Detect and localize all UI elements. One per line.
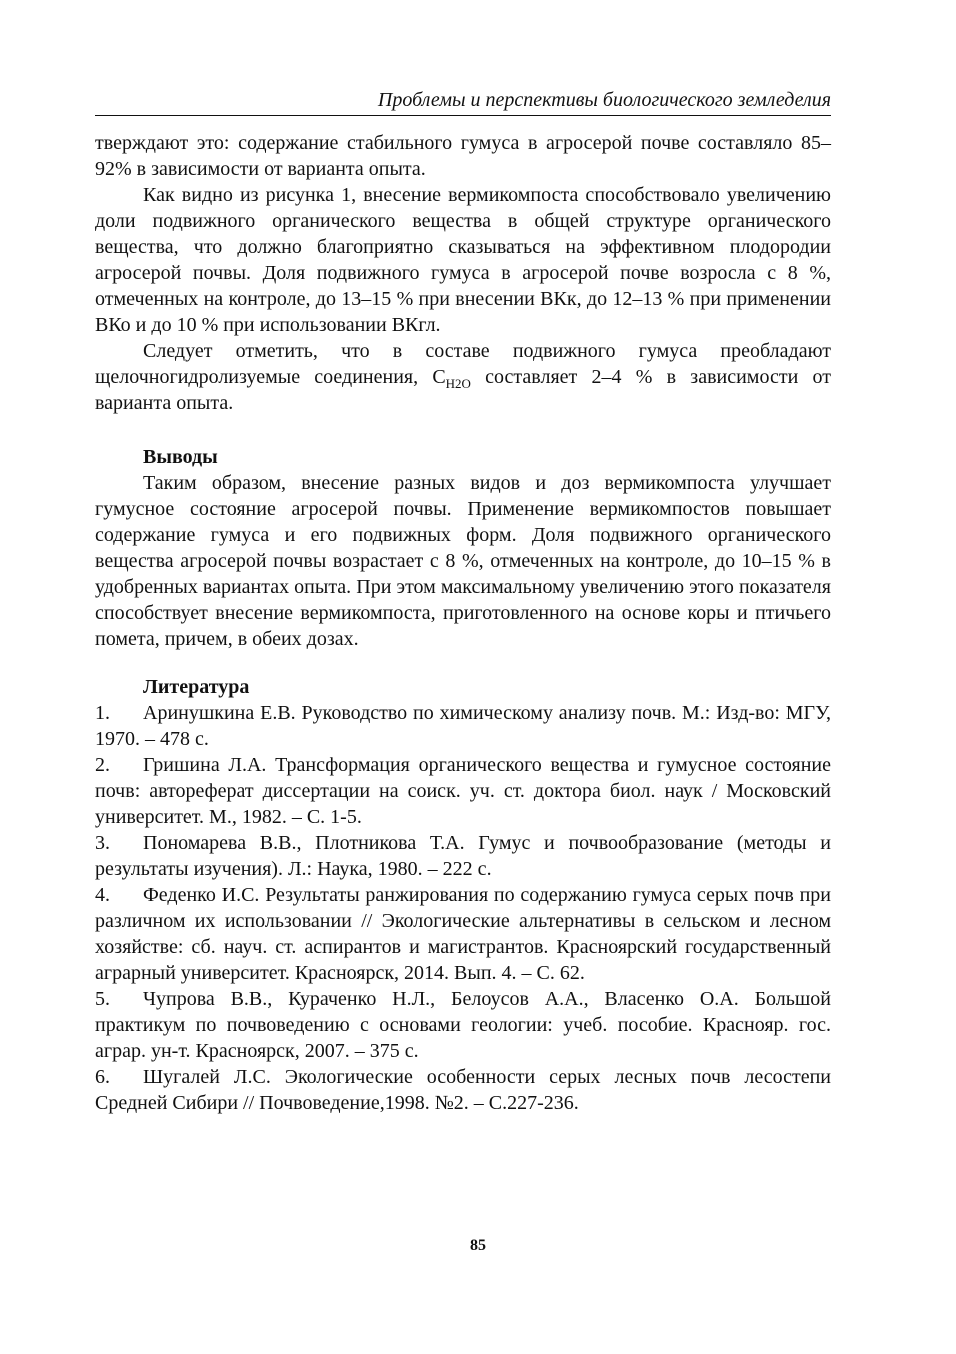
reference-number: 4. [95,884,110,906]
reference-item [95,752,831,830]
reference-item [95,1064,831,1116]
reference-number: 6. [95,1066,110,1088]
conclusions-heading: Выводы [143,446,218,468]
running-header: Проблемы и перспективы биологического земледелия [95,88,831,116]
reference-text: Аринушкина Е.В. Руководство по химическому анализу почв. М.: Изд-во: МГУ, 1970. – 478 с. [95,702,831,750]
page-number: 85 [470,1237,486,1254]
reference-item [95,830,831,882]
reference-text: Пономарева В.В., Плотникова Т.А. Гумус и почвообразование (методы и результаты изучения). Л.: Наука, 1980. – 222 с. [95,832,831,880]
reference-item [95,986,831,1064]
formula-subscript: H2O [445,376,471,391]
reference-number: 1. [95,702,110,724]
reference-number: 3. [95,832,110,854]
reference-list [95,700,831,1116]
paragraph-text-after: составляет 2–4 % в зависимости от варианта опыта. [95,366,831,414]
paragraph-figure-discussion: Как видно из рисунка 1, внесение вермикомпоста способствовало увеличению доли подвижного органического вещества в общей структуре органического вещества, что должно благоприятно сказываться на эффективном плодородии агросерой почвы. Доля подвижного гумуса в агросерой почве возросла с 8 %, отмеченных на контроле, до 13–15 % при внесении ВКк, до 12–13 % при применении ВКо и до 10 % при использовании ВКгл. [95,184,831,336]
reference-number: 2. [95,754,110,776]
paragraph-continued: тверждают это: содержание стабильного гумуса в агросерой почве составляло 85–92% в зависимости от варианта опыта. [95,132,831,180]
reference-text: Шугалей Л.С. Экологические особенности серых лесных почв лесостепи Средней Сибири // Почвоведение,1998. №2. – С.227-236. [95,1066,831,1114]
paragraph-alkaline-compounds [95,338,831,416]
page-body [95,130,831,1116]
reference-text: Гришина Л.А. Трансформация органического вещества и гумусное состояние почв: автореферат диссертации на соиск. уч. ст. доктора биол. наук / Московский университет. М., 1982. – С. 1-5. [95,754,831,828]
reference-text: Чупрова В.В., Кураченко Н.Л., Белоусов А.А., Власенко О.А. Большой практикум по почвоведению с основами геологии: учеб. пособие. Краснояр. гос. аграр. ун-т. Красноярск, 2007. – 375 с. [95,988,831,1062]
references-heading: Литература [143,676,250,698]
reference-text: Феденко И.С. Результаты ранжирования по содержанию гумуса серых почв при различном их использовании // Экологические альтернативы в сельском и лесном хозяйстве: сб. науч. ст. аспирантов и магистрантов. Красноярский государственный аграрный университет. Красноярск, 2014. Вып. 4. – С. 62. [95,884,831,984]
paragraph-text-before: Следует отметить, что в составе подвижного гумуса преобладают щелочногидролизуемые соединения, C [95,340,831,388]
reference-item [95,882,831,986]
reference-item [95,700,831,752]
conclusions-text: Таким образом, внесение разных видов и доз вермикомпоста улучшает гумусное состояние агросерой почвы. Применение вермикомпостов повышает содержание гумуса и его подвижных форм. Доля подвижного органического вещества агросерой почвы возрастает с 8 %, отмеченных на контроле, до 10–15 % в удобренных вариантах опыта. При этом максимальному увеличению этого показателя способствует внесение вермикомпоста, приготовленного на основе коры и птичьего помета, причем, в обеих дозах. [95,472,831,650]
reference-number: 5. [95,988,110,1010]
